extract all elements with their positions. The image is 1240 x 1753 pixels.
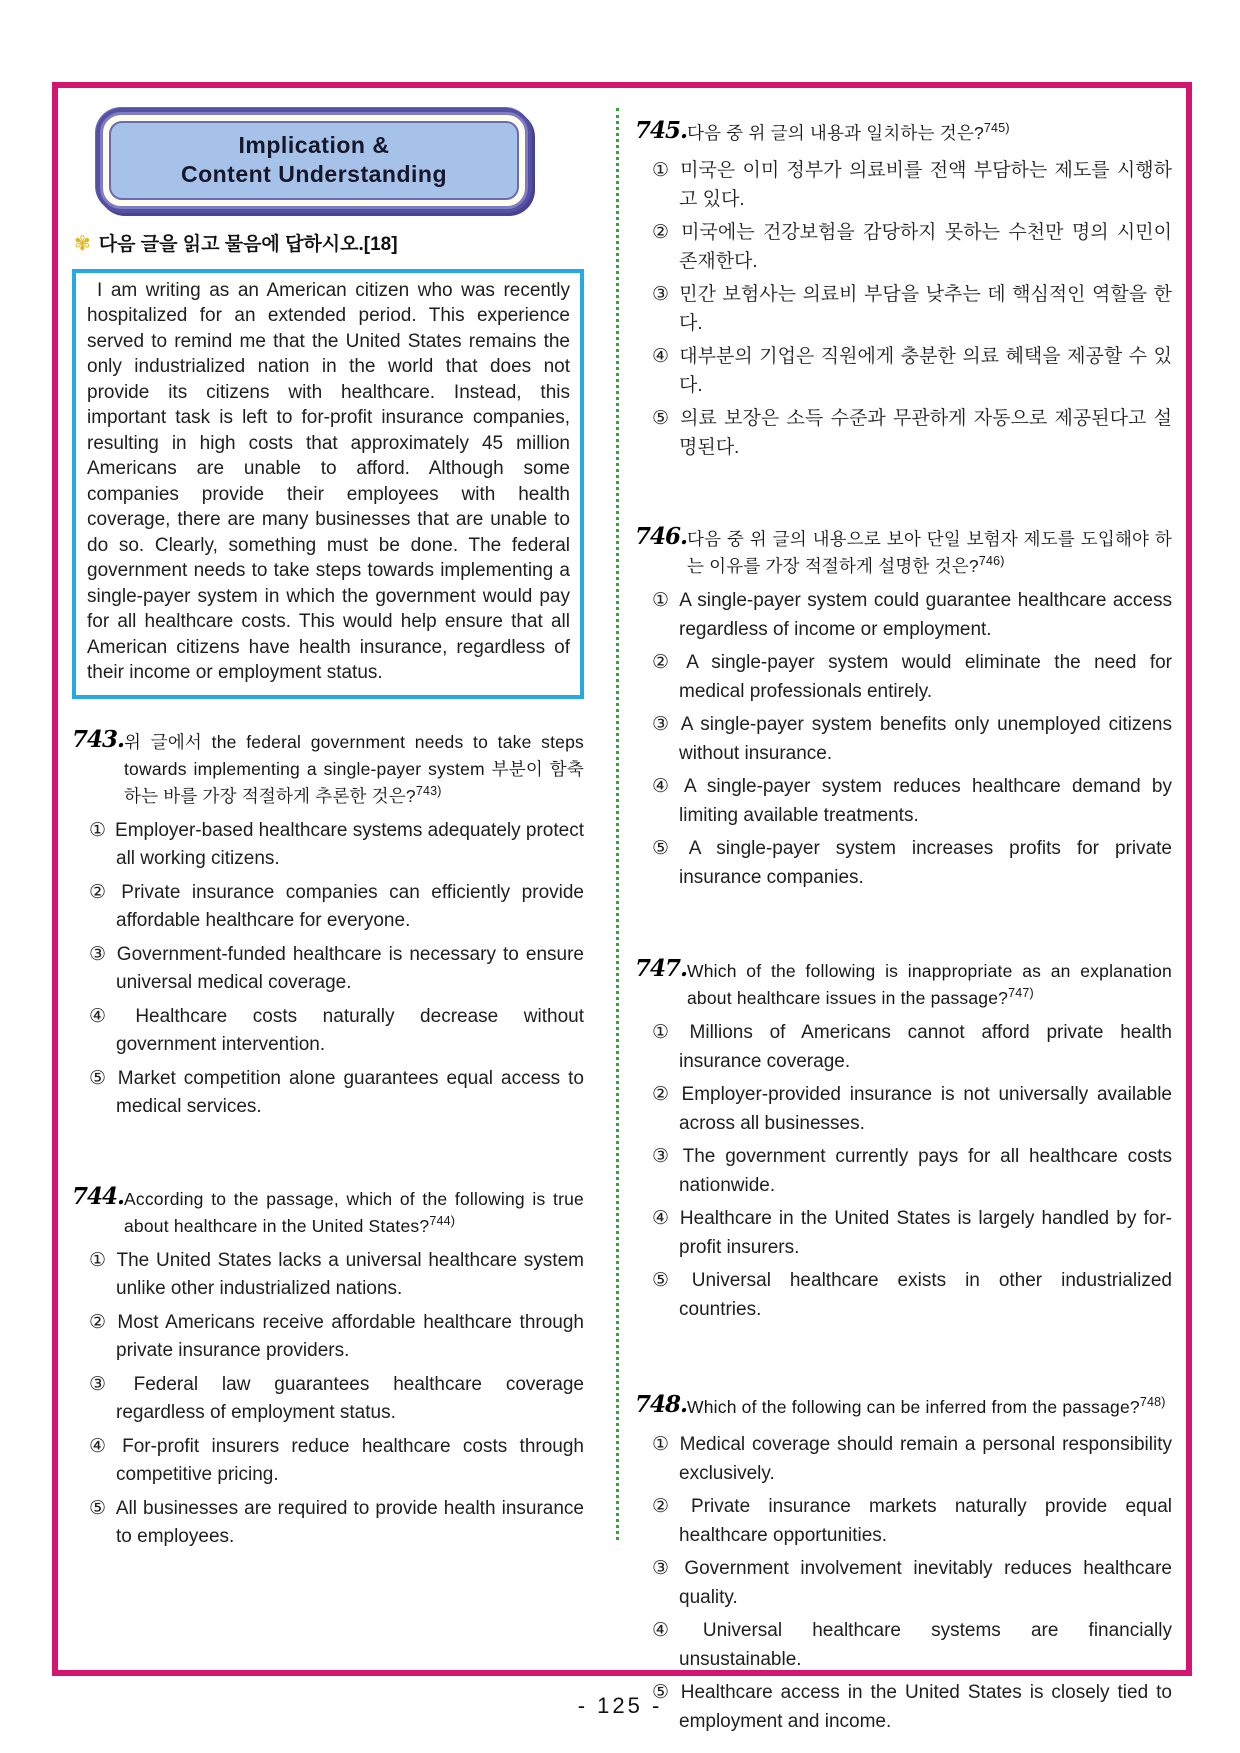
question-number: 747. bbox=[635, 955, 688, 982]
option-text: 의료 보장은 소득 수준과 무관하게 자동으로 제공된다고 설명된다. bbox=[679, 408, 1172, 458]
question-block bbox=[72, 1182, 584, 1552]
answer-option bbox=[72, 1247, 584, 1304]
question-block bbox=[635, 955, 1172, 1324]
option-text: Universal healthcare systems are financially unsustainable. bbox=[679, 1620, 1172, 1670]
question-number: 744. bbox=[72, 1182, 125, 1210]
answer-option bbox=[72, 1433, 584, 1490]
question-block bbox=[635, 117, 1172, 462]
option-text: A single-payer system reduces healthcare demand by limiting available treatments. bbox=[679, 776, 1172, 826]
option-marker: ⑤ bbox=[89, 1497, 107, 1519]
answer-option bbox=[635, 649, 1172, 706]
option-text: Federal law guarantees healthcare coverage regardless of employment status. bbox=[116, 1373, 584, 1424]
option-marker: ③ bbox=[652, 284, 671, 305]
question-block bbox=[635, 1391, 1172, 1736]
passage-box bbox=[72, 269, 584, 699]
option-marker: ④ bbox=[652, 346, 671, 367]
page-number: - 125 - bbox=[577, 1693, 663, 1718]
options-list bbox=[635, 1019, 1172, 1324]
option-text: Government involvement inevitably reduces healthcare quality. bbox=[679, 1558, 1172, 1608]
option-marker: ③ bbox=[89, 943, 108, 965]
question-number: 743. bbox=[72, 725, 125, 753]
footnote-ref: 748) bbox=[1139, 1395, 1166, 1410]
option-marker: ① bbox=[89, 1249, 108, 1271]
option-text: A single-payer system could guarantee healthcare access regardless of income or employment. bbox=[679, 590, 1172, 640]
option-marker: ④ bbox=[89, 1005, 127, 1027]
answer-option bbox=[72, 941, 584, 998]
right-questions bbox=[635, 117, 1172, 1736]
answer-option bbox=[72, 1371, 584, 1428]
answer-option bbox=[635, 405, 1172, 462]
question-head bbox=[635, 117, 1172, 150]
option-text: For-profit insurers reduce healthcare costs through competitive pricing. bbox=[116, 1435, 584, 1486]
option-text: Employer-based healthcare systems adequately protect all working citizens. bbox=[115, 819, 584, 870]
question-stem bbox=[687, 526, 1172, 580]
section-badge bbox=[96, 108, 532, 213]
option-marker: ④ bbox=[652, 1208, 671, 1229]
option-text: A single-payer system would eliminate the need for medical professionals entirely. bbox=[679, 652, 1172, 702]
question-head bbox=[635, 1391, 1172, 1424]
question-head bbox=[635, 955, 1172, 1012]
passage-text: I am writing as an American citizen who was recently hospitalized for an extended period. This experience served to remind me that the United States remains the only industrialized nation in the world that does not provide its citizens with healthcare. Instead, this important task is left to for-profit insurance companies, resulting in high costs that approximately 45 million Americans are unable to afford. Although some companies provide their employees with health coverage, there are many businesses that are unable to do so. Clearly, something must be done. The federal government needs to take steps towards implementing a single-payer system in which the government would pay for all healthcare costs. This would help ensure that all American citizens have health insurance, regardless of their income or employment status. bbox=[87, 279, 570, 684]
question-head bbox=[635, 523, 1172, 580]
question-number: 746. bbox=[635, 523, 688, 550]
option-marker: ② bbox=[652, 222, 673, 243]
option-text: Most Americans receive affordable healthcare through private insurance providers. bbox=[116, 1311, 584, 1362]
column-divider bbox=[616, 108, 619, 1540]
right-column bbox=[635, 108, 1172, 1732]
option-text: Private insurance markets naturally provide equal healthcare opportunities. bbox=[679, 1496, 1172, 1546]
question-stem-text: According to the passage, which of the following is true about healthcare in the United States? bbox=[124, 1188, 584, 1236]
footnote-ref: 746) bbox=[978, 554, 1005, 569]
options-list bbox=[635, 157, 1172, 462]
option-marker: ⑤ bbox=[652, 1270, 683, 1291]
answer-option bbox=[635, 281, 1172, 338]
footnote-ref: 745) bbox=[983, 121, 1010, 136]
answer-option bbox=[635, 711, 1172, 768]
option-marker: ② bbox=[89, 881, 113, 903]
option-marker: ⑤ bbox=[652, 838, 680, 859]
answer-option bbox=[635, 1555, 1172, 1612]
answer-option bbox=[635, 1143, 1172, 1200]
badge-title-line1: Implication & bbox=[238, 132, 390, 158]
question-block bbox=[635, 523, 1172, 892]
option-marker: ② bbox=[652, 652, 678, 673]
option-marker: ② bbox=[652, 1084, 673, 1105]
option-marker: ⑤ bbox=[652, 1682, 672, 1703]
answer-option bbox=[635, 219, 1172, 276]
option-text: A single-payer system benefits only unemployed citizens without insurance. bbox=[679, 714, 1172, 764]
question-stem bbox=[687, 1394, 1172, 1421]
option-text: The government currently pays for all healthcare costs nationwide. bbox=[679, 1146, 1172, 1196]
answer-option bbox=[635, 157, 1172, 214]
left-column bbox=[72, 108, 584, 1670]
option-marker: ⑤ bbox=[89, 1067, 109, 1089]
option-text: Healthcare in the United States is largely handled by for-profit insurers. bbox=[679, 1208, 1172, 1258]
flower-icon: ✾ bbox=[74, 232, 91, 255]
instruction-line bbox=[74, 229, 584, 256]
option-marker: ④ bbox=[652, 776, 676, 797]
option-marker: ① bbox=[652, 590, 671, 611]
section-badge-ring bbox=[100, 112, 528, 209]
option-text: Healthcare access in the United States is closely tied to employment and income. bbox=[679, 1682, 1172, 1732]
question-number: 745. bbox=[635, 117, 688, 144]
answer-option bbox=[635, 343, 1172, 400]
option-text: All businesses are required to provide health insurance to employees. bbox=[115, 1497, 584, 1548]
option-marker: ③ bbox=[652, 1146, 674, 1167]
options-list bbox=[635, 1431, 1172, 1736]
section-badge-title bbox=[109, 121, 519, 200]
answer-option bbox=[635, 1081, 1172, 1138]
option-marker: ① bbox=[652, 1434, 671, 1455]
option-marker: ① bbox=[652, 160, 672, 181]
question-stem-text: 위 글에서 the federal government needs to take steps towards implementing a single-payer system 부분이 함축하는 바를 가장 적절하게 추론한 것은? bbox=[124, 731, 584, 806]
option-text: 민간 보험사는 의료비 부담을 낮추는 데 핵심적인 역할을 한다. bbox=[679, 284, 1172, 334]
answer-option bbox=[635, 1431, 1172, 1488]
option-marker: ④ bbox=[89, 1435, 114, 1457]
option-text: 미국은 이미 정부가 의료비를 전액 부담하는 제도를 시행하고 있다. bbox=[679, 160, 1172, 210]
option-marker: ④ bbox=[652, 1620, 694, 1641]
option-text: Millions of Americans cannot afford private health insurance coverage. bbox=[679, 1022, 1172, 1072]
option-text: 미국에는 건강보험을 감당하지 못하는 수천만 명의 시민이 존재한다. bbox=[679, 222, 1172, 272]
option-text: The United States lacks a universal healthcare system unlike other industrialized nations. bbox=[116, 1249, 584, 1300]
option-marker: ② bbox=[652, 1496, 683, 1517]
question-stem-text: 다음 중 위 글의 내용과 일치하는 것은? bbox=[687, 123, 984, 143]
question-stem bbox=[124, 729, 584, 810]
answer-option bbox=[72, 1309, 584, 1366]
footnote-ref: 744) bbox=[429, 1214, 456, 1229]
answer-option bbox=[635, 587, 1172, 644]
footnote-ref: 747) bbox=[1008, 986, 1034, 1001]
answer-option bbox=[635, 1019, 1172, 1076]
question-block bbox=[72, 725, 584, 1122]
options-list bbox=[635, 587, 1172, 892]
option-marker: ③ bbox=[652, 714, 672, 735]
answer-option bbox=[72, 1495, 584, 1552]
answer-option bbox=[635, 1493, 1172, 1550]
option-text: Market competition alone guarantees equal access to medical services. bbox=[116, 1067, 584, 1118]
option-text: Universal healthcare exists in other industrialized countries. bbox=[679, 1270, 1172, 1320]
option-text: A single-payer system increases profits for private insurance companies. bbox=[679, 838, 1172, 888]
question-stem-text: Which of the following can be inferred from the passage? bbox=[687, 1397, 1140, 1417]
option-text: Government-funded healthcare is necessary to ensure universal medical coverage. bbox=[116, 943, 584, 994]
option-text: Private insurance companies can efficiently provide affordable healthcare for everyone. bbox=[116, 881, 584, 932]
option-text: Healthcare costs naturally decrease without government intervention. bbox=[116, 1005, 584, 1056]
option-marker: ⑤ bbox=[652, 408, 672, 429]
answer-option bbox=[635, 1267, 1172, 1324]
option-marker: ③ bbox=[89, 1373, 125, 1395]
option-marker: ① bbox=[89, 819, 107, 841]
instruction-text: 다음 글을 읽고 물음에 답하시오.[18] bbox=[98, 233, 398, 255]
answer-option bbox=[72, 817, 584, 874]
badge-title-line2: Content Understanding bbox=[180, 160, 448, 187]
left-questions bbox=[72, 725, 584, 1552]
answer-option bbox=[72, 879, 584, 936]
question-head bbox=[72, 1182, 584, 1240]
question-stem-text: 다음 중 위 글의 내용으로 보아 단일 보험자 제도를 도입해야 하는 이유를 가장 적절하게 설명한 것은? bbox=[687, 529, 1172, 576]
footnote-ref: 743) bbox=[415, 784, 442, 799]
answer-option bbox=[635, 1617, 1172, 1674]
option-marker: ③ bbox=[652, 1558, 676, 1579]
options-list bbox=[72, 817, 584, 1122]
option-marker: ② bbox=[89, 1311, 109, 1333]
options-list bbox=[72, 1247, 584, 1552]
option-text: Employer-provided insurance is not universally available across all businesses. bbox=[679, 1084, 1172, 1134]
question-stem bbox=[687, 120, 1172, 147]
question-number: 748. bbox=[635, 1391, 688, 1418]
option-text: 대부분의 기업은 직원에게 충분한 의료 혜택을 제공할 수 있다. bbox=[679, 346, 1172, 396]
question-stem bbox=[687, 958, 1172, 1012]
question-head bbox=[72, 725, 584, 810]
question-stem-text: Which of the following is inappropriate as an explanation about healthcare issues in the passage? bbox=[687, 961, 1172, 1008]
answer-option bbox=[72, 1003, 584, 1060]
question-stem bbox=[124, 1186, 584, 1240]
answer-option bbox=[635, 1205, 1172, 1262]
answer-option bbox=[72, 1065, 584, 1122]
answer-option bbox=[635, 773, 1172, 830]
option-marker: ① bbox=[652, 1022, 681, 1043]
option-text: Medical coverage should remain a personal responsibility exclusively. bbox=[679, 1434, 1172, 1484]
answer-option bbox=[635, 835, 1172, 892]
